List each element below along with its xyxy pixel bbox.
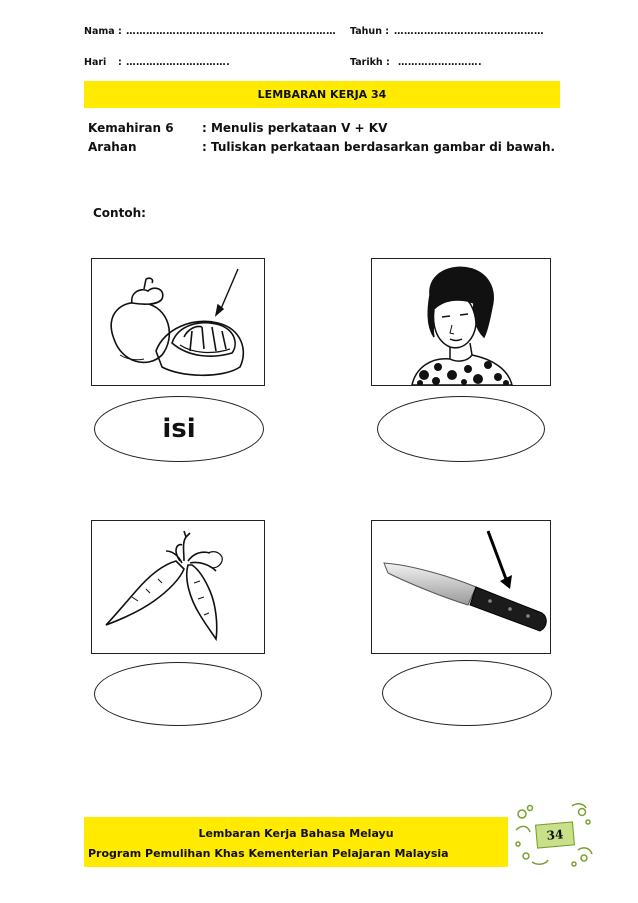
worksheet-title-banner: [84, 81, 560, 108]
picture-frame-mangosteen: [91, 258, 265, 386]
date-label: Tarikh :: [350, 57, 390, 68]
picture-frame-carrots: [91, 520, 265, 654]
skill-value: : Menulis perkataan V + KV: [202, 121, 388, 135]
name-label: Nama: [84, 26, 115, 37]
answer-text-1: isi: [162, 414, 196, 444]
answer-oval-1[interactable]: [94, 396, 264, 462]
year-label: Tahun :: [350, 26, 390, 37]
footer-subtitle: Program Pemulihan Khas Kementerian Pelajaran Malaysia: [88, 847, 449, 860]
worksheet-title: LEMBARAN KERJA 34: [257, 88, 387, 101]
footer-title: Lembaran Kerja Bahasa Melayu: [198, 827, 394, 840]
date-field[interactable]: …………………….: [398, 57, 483, 68]
page-number: 34: [546, 827, 564, 843]
answer-oval-2[interactable]: [377, 396, 545, 462]
name-field[interactable]: : ………………………………………………………: [118, 26, 337, 37]
day-field[interactable]: : ………………………….: [118, 57, 231, 68]
skill-label: Kemahiran 6: [88, 121, 174, 135]
page-number-badge: [535, 821, 575, 848]
example-label: Contoh:: [93, 206, 146, 220]
year-field[interactable]: ………………………………………: [394, 26, 544, 37]
mangosteen-image: [92, 259, 264, 385]
picture-frame-knife: [371, 520, 551, 654]
answer-oval-3[interactable]: [94, 662, 262, 726]
direction-label: Arahan: [88, 140, 137, 154]
picture-frame-woman: [371, 258, 551, 386]
knife-image: [372, 521, 550, 653]
carrots-image: [92, 521, 264, 653]
day-label: Hari: [84, 57, 107, 68]
direction-value: : Tuliskan perkataan berdasarkan gambar di bawah.: [202, 140, 556, 154]
woman-portrait-image: [372, 259, 550, 385]
answer-oval-4[interactable]: [382, 660, 552, 726]
footer-banner: [84, 817, 508, 867]
